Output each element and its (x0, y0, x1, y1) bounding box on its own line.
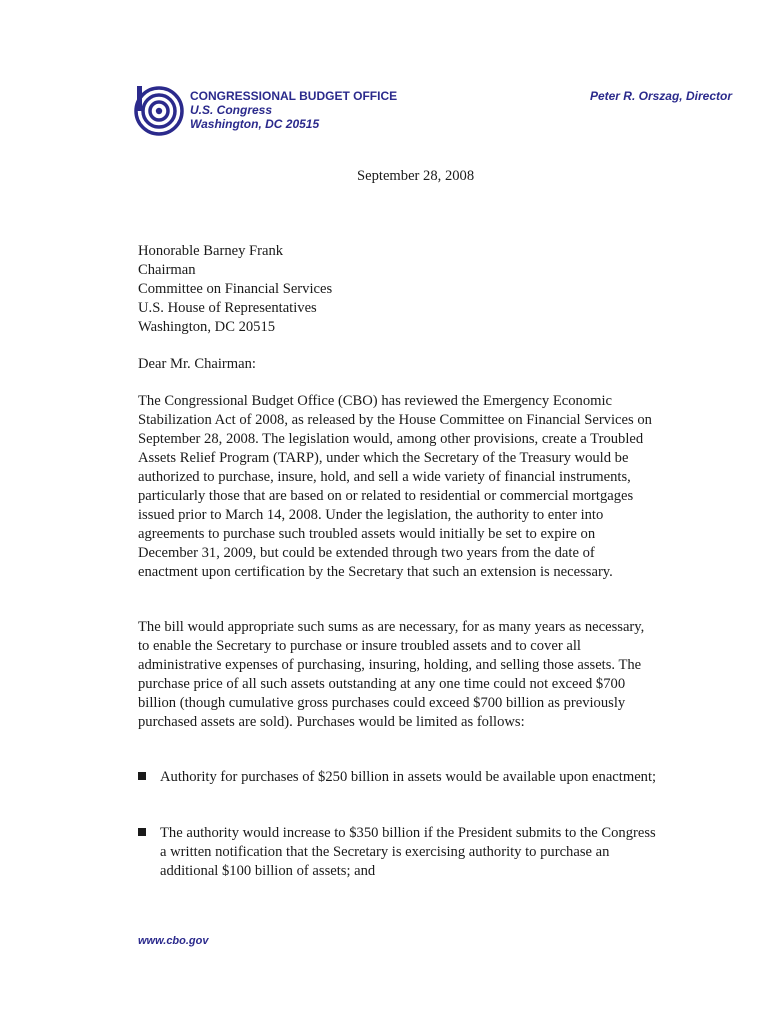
salutation: Dear Mr. Chairman: (138, 356, 256, 372)
letterhead (190, 89, 397, 131)
letter-date: September 28, 2008 (357, 168, 475, 184)
square-bullet-icon (138, 772, 146, 780)
org-name: CONGRESSIONAL BUDGET OFFICE (190, 89, 398, 103)
org-address: Washington, DC 20515 (190, 117, 320, 131)
bullet-item (138, 768, 663, 787)
paragraph-1: The Congressional Budget Office (CBO) has reviewed the Emergency Economic Stabilization Act of 2008, as released by the House Committee on Financial Services on September 28, 2008. The legislation would, among other provisions, create a Troubled Assets Relief Program (TARP), under which the Secretary of the Treasury would be authorized to purchase, insure, hold, and sell a wide variety of financial instruments, particularly those that are based on or related to residential or commercial mortgages issued prior to March 14, 2008. Under the legislation, the authority to enter into agreements to purchase such troubled assets would initially be set to expire on December 31, 2009, but could be extended through two years from the date of enactment upon certification by the Secretary that such an extension is necessary. (138, 393, 652, 580)
addressee-line: Honorable Barney Frank (138, 243, 284, 259)
director-name: Peter R. Orszag, Director (589, 89, 732, 103)
bullet-item (138, 824, 663, 881)
paragraph-2: The bill would appropriate such sums as are necessary, for as many years as necessary, to enable the Secretary to purchase or insure troubled assets and to cover all administrative expenses of purchasing, insuring, holding, and selling those assets. The purchase price of all such assets outstanding at any one time could not exceed $700 billion (though cumulative gross purchases could exceed $700 billion as previously purchased assets are sold). Purchases would be limited as follows: (138, 619, 645, 730)
addressee-line: Washington, DC 20515 (138, 319, 276, 335)
bullet-text: The authority would increase to $350 billion if the President submits to the Congress a written notification that the Secretary is exercising authority to purchase an additional $100 billion of assets; and (160, 825, 656, 879)
square-bullet-icon (138, 828, 146, 836)
cbo-logo-icon (134, 86, 184, 136)
addressee-line: Committee on Financial Services (138, 281, 333, 297)
bullet-text: Authority for purchases of $250 billion in assets would be available upon enactment; (160, 769, 657, 785)
addressee-line: U.S. House of Representatives (138, 300, 317, 316)
addressee-line: Chairman (138, 262, 196, 278)
addressee-block (138, 242, 332, 337)
org-line-2: U.S. Congress (190, 103, 273, 117)
footer-website-link[interactable]: www.cbo.gov (138, 935, 209, 947)
